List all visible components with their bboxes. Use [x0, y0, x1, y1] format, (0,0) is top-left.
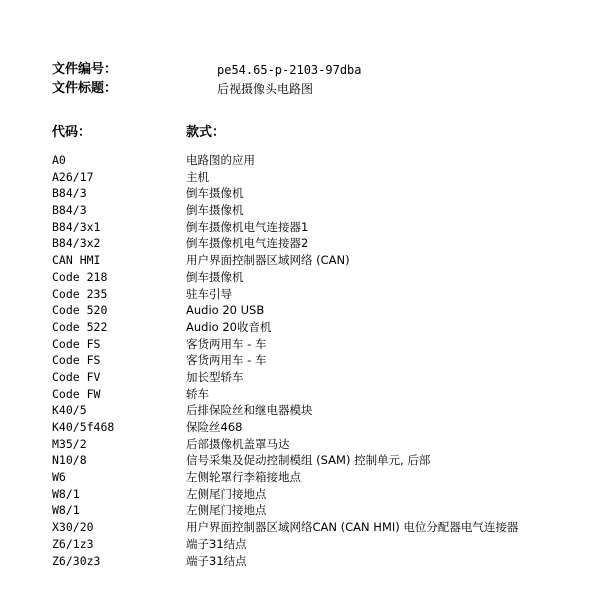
row-code: K40/5: [52, 403, 87, 418]
table-row: [52, 219, 592, 236]
table-row: [52, 202, 592, 219]
table-row: [52, 553, 592, 570]
row-code: Z6/1z3: [52, 536, 94, 551]
doc-number-label: 文件编号：: [52, 62, 118, 77]
row-description: 倒车摄像机: [186, 186, 244, 201]
row-description: 客货两用车 - 车: [186, 353, 267, 368]
row-description: 信号采集及促动控制模组 (SAM) 控制单元, 后部: [186, 453, 431, 468]
row-description: 左侧尾门接地点: [186, 503, 267, 518]
row-code: W8/1: [52, 503, 80, 518]
doc-title-value: 后视摄像头电路图: [217, 82, 314, 96]
row-code: B84/3x2: [52, 236, 101, 251]
row-code: B84/3x1: [52, 219, 101, 234]
row-code: CAN HMI: [52, 253, 101, 268]
row-description: 用户界面控制器区域网络CAN (CAN HMI) 电位分配器电气连接器: [186, 520, 519, 535]
row-code: M35/2: [52, 436, 87, 451]
row-code: K40/5f468: [52, 420, 115, 434]
row-code: B84/3: [52, 203, 87, 218]
row-code: N10/8: [52, 453, 87, 468]
doc-number-value: pe54.65-p-2103-97dba: [217, 63, 362, 77]
row-description: 客货两用车 - 车: [186, 336, 267, 351]
table-row: [52, 519, 592, 536]
row-description: 倒车摄像机: [186, 269, 244, 284]
row-description: 轿车: [186, 386, 209, 401]
row-description: 端子31结点: [186, 536, 247, 551]
row-code: B84/3: [52, 186, 87, 201]
row-description: Audio 20收音机: [186, 319, 272, 334]
row-description: 倒车摄像机电气连接器2: [186, 236, 309, 251]
row-description: 端子31结点: [186, 553, 247, 568]
table-row: [52, 302, 592, 319]
row-description: 保险丝468: [186, 420, 243, 434]
row-description: 后部摄像机盖罩马达: [186, 436, 290, 451]
row-code: Code FS: [52, 336, 101, 351]
table-row: [52, 286, 592, 303]
table-row: [52, 369, 592, 386]
table-row: [52, 536, 592, 553]
row-code: Code 520: [52, 303, 108, 318]
row-code: A0: [52, 153, 66, 167]
row-description: 加长型轿车: [186, 369, 244, 384]
table-row: [52, 386, 592, 403]
table-row: [52, 269, 592, 286]
table-row: [52, 469, 592, 486]
table-row: [52, 152, 592, 169]
table-row: [52, 352, 592, 369]
row-description: 后排保险丝和继电器模块: [186, 403, 313, 418]
row-code: W8/1: [52, 486, 80, 501]
row-description: 倒车摄像机电气连接器1: [186, 219, 309, 234]
table-row: [52, 185, 592, 202]
row-code: Z6/30z3: [52, 553, 101, 568]
row-description: Audio 20 USB: [186, 303, 265, 318]
table-row: [52, 319, 592, 336]
row-code: Code 522: [52, 319, 108, 334]
table-row: [52, 252, 592, 269]
row-code: Code 218: [52, 269, 108, 284]
table-row: [52, 419, 592, 436]
row-description: 左侧尾门接地点: [186, 486, 267, 501]
code-column-heading: 代码：: [52, 125, 92, 140]
table-row: [52, 502, 592, 519]
table-row: [52, 436, 592, 453]
row-code: A26/17: [52, 169, 94, 184]
table-row: [52, 486, 592, 503]
row-description: 左侧轮罩行李箱接地点: [186, 470, 301, 485]
table-row: [52, 235, 592, 252]
table-row: [52, 402, 592, 419]
doc-number-row: [52, 61, 592, 79]
table-row: [52, 169, 592, 186]
row-code: X30/20: [52, 520, 94, 535]
table-row: [52, 336, 592, 353]
row-description: 驻车引导: [186, 286, 232, 301]
row-code: Code 235: [52, 286, 108, 301]
row-code: Code FV: [52, 369, 101, 384]
doc-title-row: [52, 80, 592, 98]
code-table: [52, 152, 592, 569]
row-code: W6: [52, 470, 66, 485]
row-description: 倒车摄像机: [186, 203, 244, 218]
row-code: Code FW: [52, 386, 101, 401]
row-description: 用户界面控制器区域网络 (CAN): [186, 253, 350, 268]
doc-title-label: 文件标题：: [52, 81, 118, 96]
row-description: 电路图的应用: [186, 153, 255, 167]
style-column-heading: 款式：: [186, 125, 226, 140]
row-code: Code FS: [52, 353, 101, 368]
row-description: 主机: [186, 169, 209, 184]
table-row: [52, 452, 592, 469]
